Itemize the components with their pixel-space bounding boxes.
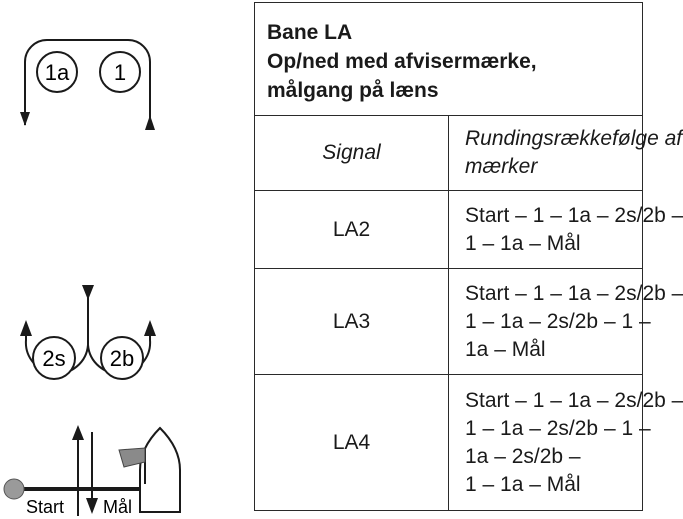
sequence-line: 1 – 1a – 2s/2b – 1 – [465,416,651,440]
finish-label: Mål [103,497,133,517]
mark-2b-label: 2b [109,346,135,371]
upwind-marks-group [20,40,155,130]
course-title-line: målgang på læns [267,78,439,102]
course-title [255,3,643,116]
gate-marks-group [20,285,156,379]
signal-cell: LA3 [255,269,449,375]
sequence-cell [449,191,683,269]
mark-1-label: 1 [113,60,127,85]
arrow-up-icon [20,320,32,336]
course-table [254,2,683,511]
arrow-down-icon [20,112,30,126]
sequence-line: 1 – 1a – Mål [465,231,581,255]
table-row [255,269,643,375]
start-finish-group [4,425,180,517]
course-diagram [0,0,250,519]
course-title-line: Op/ned med afvisermærke, [267,49,537,73]
course-title-line: Bane LA [267,20,353,44]
sequence-line: Start – 1 – 1a – 2s/2b – [465,281,683,305]
sequence-line: 1a – 2s/2b – [465,444,581,468]
sequence-cell [449,269,683,375]
table-row [255,191,643,269]
arrow-up-icon [145,115,155,130]
arrow-down-icon [82,285,94,300]
header-sequence-line: Rundingsrækkefølge af [465,127,683,150]
sequence-line: 1 – 1a – Mål [465,472,581,496]
pin-buoy [4,479,24,499]
sequence-line: 1a – Mål [465,337,546,361]
sequence-line: Start – 1 – 1a – 2s/2b – [465,203,683,227]
mark-2s-label: 2s [42,346,66,371]
sequence-line: Start – 1 – 1a – 2s/2b – [465,388,683,412]
header-row [255,116,643,191]
header-sequence-line: mærker [465,155,538,178]
arrow-up-icon [144,320,156,336]
signal-cell: LA4 [255,375,449,511]
mark-1a-label: 1a [44,60,70,85]
table-row [255,375,643,511]
sequence-cell [449,375,683,511]
signal-cell: LA2 [255,191,449,269]
header-sequence [449,116,683,191]
header-signal: Signal [255,116,449,191]
sequence-line: 1 – 1a – 2s/2b – 1 – [465,309,651,333]
title-row [255,3,643,116]
start-label: Start [26,497,65,517]
